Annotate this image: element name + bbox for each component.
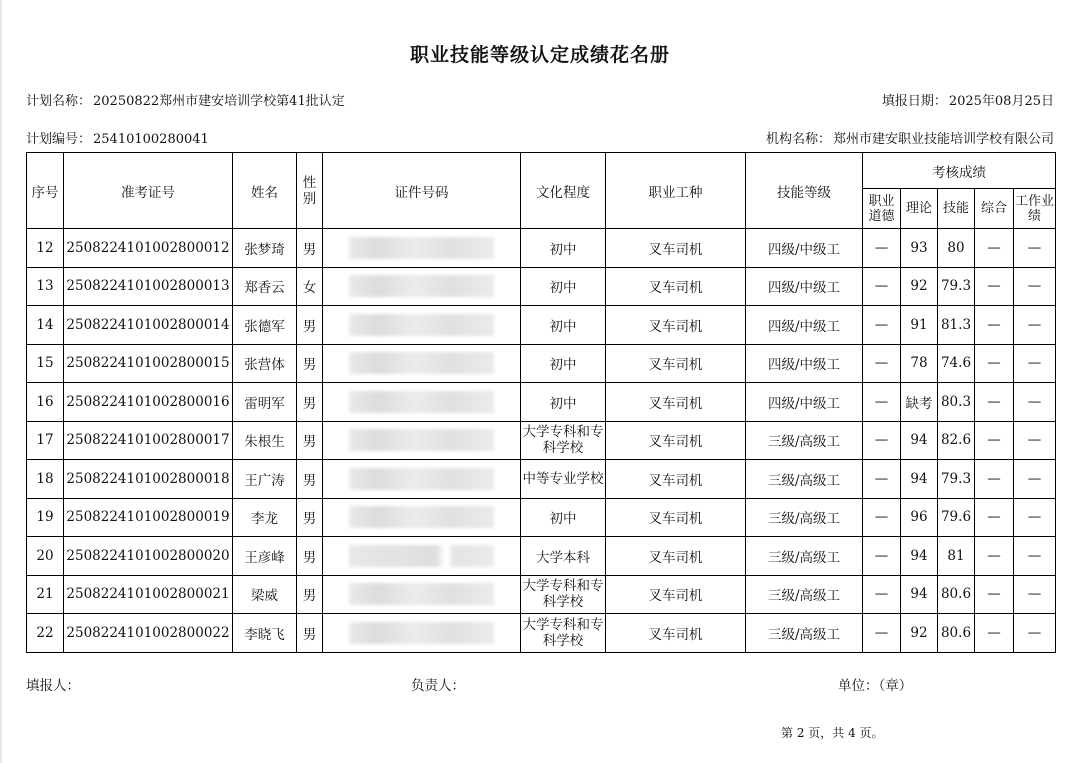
header-name: 姓名 (233, 153, 297, 229)
row-comprehensive: — (975, 614, 1014, 653)
row-skill-level: 四级/中级工 (746, 306, 863, 345)
table-row (27, 421, 1056, 460)
row-skill: 80.6 (938, 614, 975, 653)
header-skill: 技能 (938, 189, 975, 229)
table-row (27, 344, 1056, 383)
fill-date-label: 填报日期： (881, 94, 947, 109)
row-id-no (323, 421, 521, 460)
row-exam-no: 2508224101002800016 (64, 383, 233, 422)
row-skill: 82.6 (938, 421, 975, 460)
row-comprehensive: — (975, 306, 1014, 345)
row-exam-no: 2508224101002800019 (64, 498, 233, 537)
row-id-no (323, 537, 521, 576)
header-occupation: 职业工种 (606, 153, 746, 229)
row-seq: 19 (27, 498, 64, 537)
row-work-performance: — (1014, 498, 1056, 537)
score-roster-table (26, 152, 1056, 653)
row-exam-no: 2508224101002800022 (64, 614, 233, 653)
row-name: 张德军 (233, 306, 297, 345)
row-name: 郑香云 (233, 267, 297, 306)
plan-name (26, 90, 345, 109)
redacted-id (349, 468, 494, 490)
row-skill-level: 三级/高级工 (746, 575, 863, 614)
row-occupation: 叉车司机 (606, 306, 746, 345)
filler-label: 填报人： (26, 678, 80, 694)
header-skill-level: 技能等级 (746, 153, 863, 229)
row-gender: 男 (297, 537, 323, 576)
row-work-performance: — (1014, 421, 1056, 460)
table-row (27, 575, 1056, 614)
row-name: 朱根生 (233, 421, 297, 460)
row-id-no (323, 267, 521, 306)
page-edge (0, 0, 2, 763)
fill-date-value: 2025年08月25日 (948, 94, 1054, 109)
row-name: 李晓飞 (233, 614, 297, 653)
manager-label: 负责人： (411, 678, 465, 694)
row-education: 中等专业学校 (521, 460, 606, 499)
row-gender: 男 (297, 344, 323, 383)
row-ethics: — (863, 267, 901, 306)
row-occupation: 叉车司机 (606, 537, 746, 576)
row-seq: 22 (27, 614, 64, 653)
table-row (27, 267, 1056, 306)
plan-code (26, 128, 209, 147)
row-occupation: 叉车司机 (606, 383, 746, 422)
row-comprehensive: — (975, 537, 1014, 576)
table-row (27, 537, 1056, 576)
row-ethics: — (863, 229, 901, 268)
row-comprehensive: — (975, 498, 1014, 537)
row-education: 大学专科和专科学校 (521, 575, 606, 614)
row-occupation: 叉车司机 (606, 421, 746, 460)
row-seq: 13 (27, 267, 64, 306)
row-skill-level: 三级/高级工 (746, 421, 863, 460)
row-occupation: 叉车司机 (606, 614, 746, 653)
redacted-id (349, 314, 494, 336)
row-id-no (323, 306, 521, 345)
org-name (766, 128, 1054, 147)
plan-name-label: 计划名称： (26, 94, 92, 109)
table-row (27, 460, 1056, 499)
row-name: 张梦琦 (233, 229, 297, 268)
row-skill-level: 三级/高级工 (746, 498, 863, 537)
row-skill-level: 四级/中级工 (746, 267, 863, 306)
row-seq: 12 (27, 229, 64, 268)
row-name: 王广涛 (233, 460, 297, 499)
row-skill: 80 (938, 229, 975, 268)
row-ethics: — (863, 614, 901, 653)
row-id-no (323, 229, 521, 268)
fill-date (882, 90, 1054, 109)
row-seq: 20 (27, 537, 64, 576)
header-ethics: 职业道德 (863, 189, 901, 229)
row-exam-no: 2508224101002800012 (64, 229, 233, 268)
header-gender: 性别 (297, 153, 323, 229)
row-name: 梁威 (233, 575, 297, 614)
row-comprehensive: — (975, 229, 1014, 268)
row-skill: 79.3 (938, 267, 975, 306)
row-id-no (323, 575, 521, 614)
row-skill-level: 四级/中级工 (746, 344, 863, 383)
row-skill-level: 四级/中级工 (746, 229, 863, 268)
row-gender: 男 (297, 614, 323, 653)
header-work-performance: 工作业绩 (1014, 189, 1056, 229)
row-theory: 94 (901, 537, 938, 576)
row-occupation: 叉车司机 (606, 460, 746, 499)
row-education: 初中 (521, 306, 606, 345)
row-theory: 缺考 (901, 383, 938, 422)
row-ethics: — (863, 344, 901, 383)
row-gender: 男 (297, 460, 323, 499)
row-name: 雷明军 (233, 383, 297, 422)
row-gender: 男 (297, 383, 323, 422)
row-id-no (323, 460, 521, 499)
table-row (27, 614, 1056, 653)
row-ethics: — (863, 460, 901, 499)
row-ethics: — (863, 383, 901, 422)
header-scores: 考核成绩 (863, 153, 1056, 189)
row-gender: 男 (297, 229, 323, 268)
header-comprehensive: 综合 (975, 189, 1014, 229)
row-work-performance: — (1014, 537, 1056, 576)
redacted-id (349, 506, 494, 528)
row-ethics: — (863, 537, 901, 576)
row-work-performance: — (1014, 383, 1056, 422)
row-gender: 男 (297, 306, 323, 345)
table-row (27, 306, 1056, 345)
header-theory: 理论 (901, 189, 938, 229)
row-exam-no: 2508224101002800014 (64, 306, 233, 345)
row-seq: 18 (27, 460, 64, 499)
row-work-performance: — (1014, 267, 1056, 306)
header-id-no: 证件号码 (323, 153, 521, 229)
row-name: 张营体 (233, 344, 297, 383)
row-theory: 93 (901, 229, 938, 268)
row-theory: 94 (901, 460, 938, 499)
row-gender: 男 (297, 498, 323, 537)
row-comprehensive: — (975, 344, 1014, 383)
row-education: 大学专科和专科学校 (521, 614, 606, 653)
header-education: 文化程度 (521, 153, 606, 229)
header-seq: 序号 (27, 153, 64, 229)
row-occupation: 叉车司机 (606, 498, 746, 537)
row-education: 初中 (521, 267, 606, 306)
row-exam-no: 2508224101002800013 (64, 267, 233, 306)
row-occupation: 叉车司机 (606, 229, 746, 268)
row-work-performance: — (1014, 460, 1056, 499)
row-skill: 81.3 (938, 306, 975, 345)
row-ethics: — (863, 575, 901, 614)
row-skill: 80.6 (938, 575, 975, 614)
redacted-id (349, 391, 494, 413)
plan-name-value: 20250822郑州市建安培训学校第41批认定 (93, 94, 345, 109)
row-education: 初中 (521, 344, 606, 383)
row-seq: 21 (27, 575, 64, 614)
row-name: 王彦峰 (233, 537, 297, 576)
row-theory: 94 (901, 575, 938, 614)
page-title: 职业技能等级认定成绩花名册 (409, 44, 670, 66)
plan-code-label: 计划编号： (26, 132, 92, 147)
row-education: 大学本科 (521, 537, 606, 576)
row-skill-level: 三级/高级工 (746, 460, 863, 499)
row-ethics: — (863, 306, 901, 345)
redacted-id (349, 352, 494, 374)
row-occupation: 叉车司机 (606, 267, 746, 306)
row-exam-no: 2508224101002800021 (64, 575, 233, 614)
row-skill-level: 四级/中级工 (746, 383, 863, 422)
row-work-performance: — (1014, 229, 1056, 268)
row-exam-no: 2508224101002800020 (64, 537, 233, 576)
org-name-label: 机构名称： (765, 132, 831, 147)
row-work-performance: — (1014, 306, 1056, 345)
row-gender: 女 (297, 267, 323, 306)
redacted-id (349, 622, 494, 644)
row-education: 大学专科和专科学校 (521, 421, 606, 460)
row-seq: 14 (27, 306, 64, 345)
row-exam-no: 2508224101002800015 (64, 344, 233, 383)
row-id-no (323, 344, 521, 383)
table-row (27, 383, 1056, 422)
row-comprehensive: — (975, 421, 1014, 460)
redacted-id (349, 275, 494, 297)
row-occupation: 叉车司机 (606, 575, 746, 614)
redacted-id (349, 545, 494, 567)
row-education: 初中 (521, 498, 606, 537)
table-body (27, 229, 1056, 653)
row-exam-no: 2508224101002800017 (64, 421, 233, 460)
row-skill: 80.3 (938, 383, 975, 422)
row-seq: 15 (27, 344, 64, 383)
row-seq: 16 (27, 383, 64, 422)
row-seq: 17 (27, 421, 64, 460)
row-skill-level: 三级/高级工 (746, 537, 863, 576)
row-ethics: — (863, 421, 901, 460)
unit-seal-label: 单位：（章） (838, 678, 913, 694)
row-skill: 79.6 (938, 498, 975, 537)
redacted-id (349, 583, 494, 605)
table-row (27, 229, 1056, 268)
org-name-value: 郑州市建安职业技能培训学校有限公司 (832, 132, 1054, 147)
row-work-performance: — (1014, 614, 1056, 653)
row-comprehensive: — (975, 267, 1014, 306)
redacted-id (349, 429, 494, 451)
row-name: 李龙 (233, 498, 297, 537)
row-theory: 78 (901, 344, 938, 383)
row-work-performance: — (1014, 575, 1056, 614)
row-skill-level: 三级/高级工 (746, 614, 863, 653)
row-theory: 96 (901, 498, 938, 537)
row-id-no (323, 383, 521, 422)
row-id-no (323, 614, 521, 653)
page-indicator: 第 2 页，共 4 页。 (781, 726, 884, 740)
redacted-id (349, 237, 494, 259)
row-theory: 92 (901, 267, 938, 306)
row-comprehensive: — (975, 575, 1014, 614)
row-theory: 92 (901, 614, 938, 653)
header-exam-no: 准考证号 (64, 153, 233, 229)
row-ethics: — (863, 498, 901, 537)
row-skill: 81 (938, 537, 975, 576)
row-exam-no: 2508224101002800018 (64, 460, 233, 499)
table-row (27, 498, 1056, 537)
row-gender: 男 (297, 421, 323, 460)
row-skill: 74.6 (938, 344, 975, 383)
row-education: 初中 (521, 229, 606, 268)
row-occupation: 叉车司机 (606, 344, 746, 383)
row-theory: 91 (901, 306, 938, 345)
row-theory: 94 (901, 421, 938, 460)
row-work-performance: — (1014, 344, 1056, 383)
row-skill: 79.3 (938, 460, 975, 499)
plan-code-value: 25410100280041 (93, 132, 209, 147)
row-comprehensive: — (975, 383, 1014, 422)
row-education: 初中 (521, 383, 606, 422)
row-id-no (323, 498, 521, 537)
row-comprehensive: — (975, 460, 1014, 499)
row-gender: 男 (297, 575, 323, 614)
